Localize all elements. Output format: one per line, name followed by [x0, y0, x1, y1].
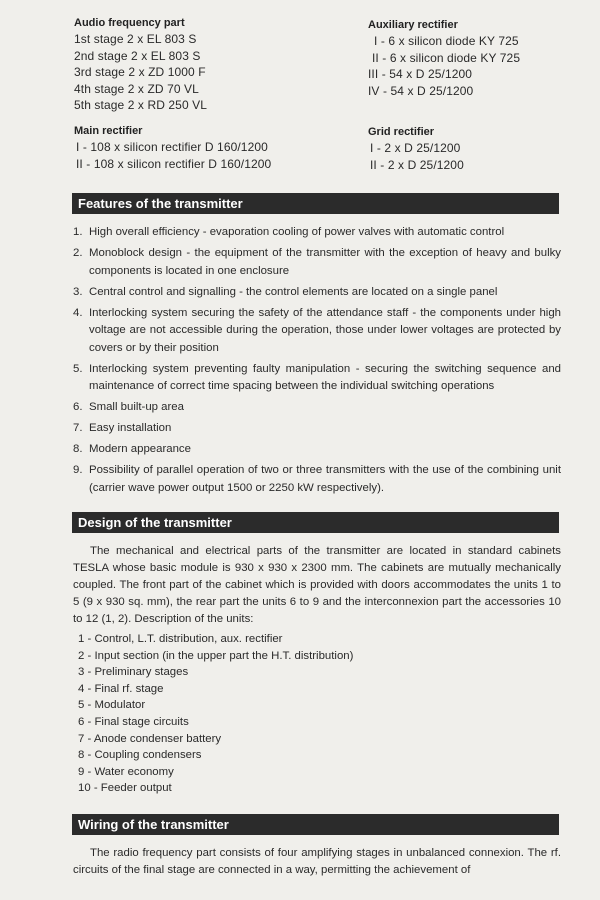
main-rectifier-section	[74, 125, 271, 172]
item-text: Modern appearance	[89, 443, 191, 455]
design-section	[73, 543, 561, 628]
design-section-title: Design of the transmitter	[72, 512, 559, 533]
list-item: 3 - Preliminary stages	[78, 666, 189, 679]
item-text: Monoblock design - the equipment of the transmitter with the exception of heavy and bulky components is located in one enclosure	[89, 247, 561, 277]
list-item	[73, 361, 561, 396]
list-item	[73, 284, 561, 302]
item-number: 5.	[73, 362, 83, 375]
item-number: 7.	[73, 422, 83, 434]
item-text: Small built-up area	[89, 401, 184, 413]
item-number: 4.	[73, 306, 83, 319]
grid-rectifier-line: II - 2 x D 25/1200	[370, 157, 464, 172]
list-item: 5 - Modulator	[78, 699, 146, 712]
grid-rectifier-line: I - 2 x D 25/1200	[370, 141, 461, 155]
item-number: 3.	[73, 285, 83, 298]
audio-line: 2nd stage 2 x EL 803 S	[74, 48, 201, 63]
main-rectifier-heading: Main rectifier	[74, 125, 143, 137]
item-number: 1.	[73, 226, 83, 238]
list-item	[73, 441, 561, 459]
main-rectifier-line: I - 108 x silicon rectifier D 160/1200	[76, 140, 268, 154]
list-item: 1 - Control, L.T. distribution, aux. rectifier	[78, 633, 283, 645]
list-item	[73, 305, 561, 358]
auxiliary-rectifier-heading: Auxiliary rectifier	[368, 19, 458, 31]
auxiliary-rectifier-section	[368, 19, 520, 99]
audio-frequency-section	[74, 17, 207, 114]
features-list	[73, 224, 561, 501]
audio-line: 3rd stage 2 x ZD 1000 F	[74, 65, 206, 79]
item-text: Easy installation	[89, 422, 172, 434]
design-paragraph: The mechanical and electrical parts of the transmitter are located in standard cabinets TESLA whose basic module is 930 x 930 x 2300 mm. The cabinets are mutually mechanically coupled. The front part of the cabinet which is provided with doors accommodates the units 1 to 5 (9 x 930 sq. mm), the rear part the units 6 to 9 and the interconnexion part the accessories 10 to 12 (1, 2). Description of the units:	[73, 545, 561, 625]
auxiliary-line: I - 6 x silicon diode KY 725	[374, 34, 519, 48]
item-text: High overall efficiency - evaporation cooling of power valves with automatic control	[89, 226, 505, 238]
list-item: 7 - Anode condenser battery	[78, 732, 222, 745]
list-item: 2 - Input section (in the upper part the H.T. distribution)	[78, 649, 354, 662]
features-section-title: Features of the transmitter	[72, 193, 559, 214]
list-item	[73, 420, 561, 438]
units-list	[78, 631, 353, 797]
list-item: 9 - Water economy	[78, 765, 174, 778]
grid-rectifier-heading: Grid rectifier	[368, 126, 435, 138]
item-number: 8.	[73, 443, 83, 455]
item-number: 6.	[73, 401, 83, 413]
audio-line: 5th stage 2 x RD 250 VL	[74, 98, 208, 112]
main-rectifier-line: II - 108 x silicon rectifier D 160/1200	[76, 156, 272, 171]
audio-line: 4th stage 2 x ZD 70 VL	[74, 81, 199, 96]
item-text: Possibility of parallel operation of two or three transmitters with the use of the combining unit (carrier wave power output 1500 or 2250 kW respectively).	[89, 464, 561, 494]
grid-rectifier-section	[368, 126, 464, 173]
auxiliary-line: IV - 54 x D 25/1200	[368, 83, 474, 98]
auxiliary-line: III - 54 x D 25/1200	[368, 67, 473, 81]
wiring-paragraph: The radio frequency part consists of four amplifying stages in unbalanced connexion. The rf. circuits of the final stage are connected in a way, permitting the achievement of	[73, 847, 561, 876]
list-item	[73, 399, 561, 417]
list-item: 8 - Coupling condensers	[78, 749, 202, 762]
item-text: Interlocking system securing the safety of the attendance staff - the components under high voltage are not accessible during the operation, those under lower voltages are protected by covers or by their position	[89, 306, 561, 354]
item-number: 2.	[73, 247, 83, 259]
item-number: 9.	[73, 464, 83, 476]
list-item	[73, 462, 561, 497]
item-text: Central control and signalling - the control elements are located on a single panel	[89, 285, 498, 298]
auxiliary-line: II - 6 x silicon diode KY 725	[372, 50, 521, 65]
audio-frequency-heading: Audio frequency part	[74, 17, 185, 29]
list-item: 6 - Final stage circuits	[78, 715, 189, 728]
list-item	[73, 245, 561, 280]
audio-line: 1st stage 2 x EL 803 S	[74, 32, 197, 46]
wiring-section	[73, 845, 561, 879]
list-item: 4 - Final rf. stage	[78, 682, 164, 695]
list-item	[73, 224, 561, 242]
item-text: Interlocking system preventing faulty manipulation - securing the switching sequence and maintenance of correct time spacing between the individual switching operations	[89, 362, 561, 392]
wiring-section-title: Wiring of the transmitter	[72, 814, 559, 835]
list-item: 10 - Feeder output	[78, 782, 172, 795]
